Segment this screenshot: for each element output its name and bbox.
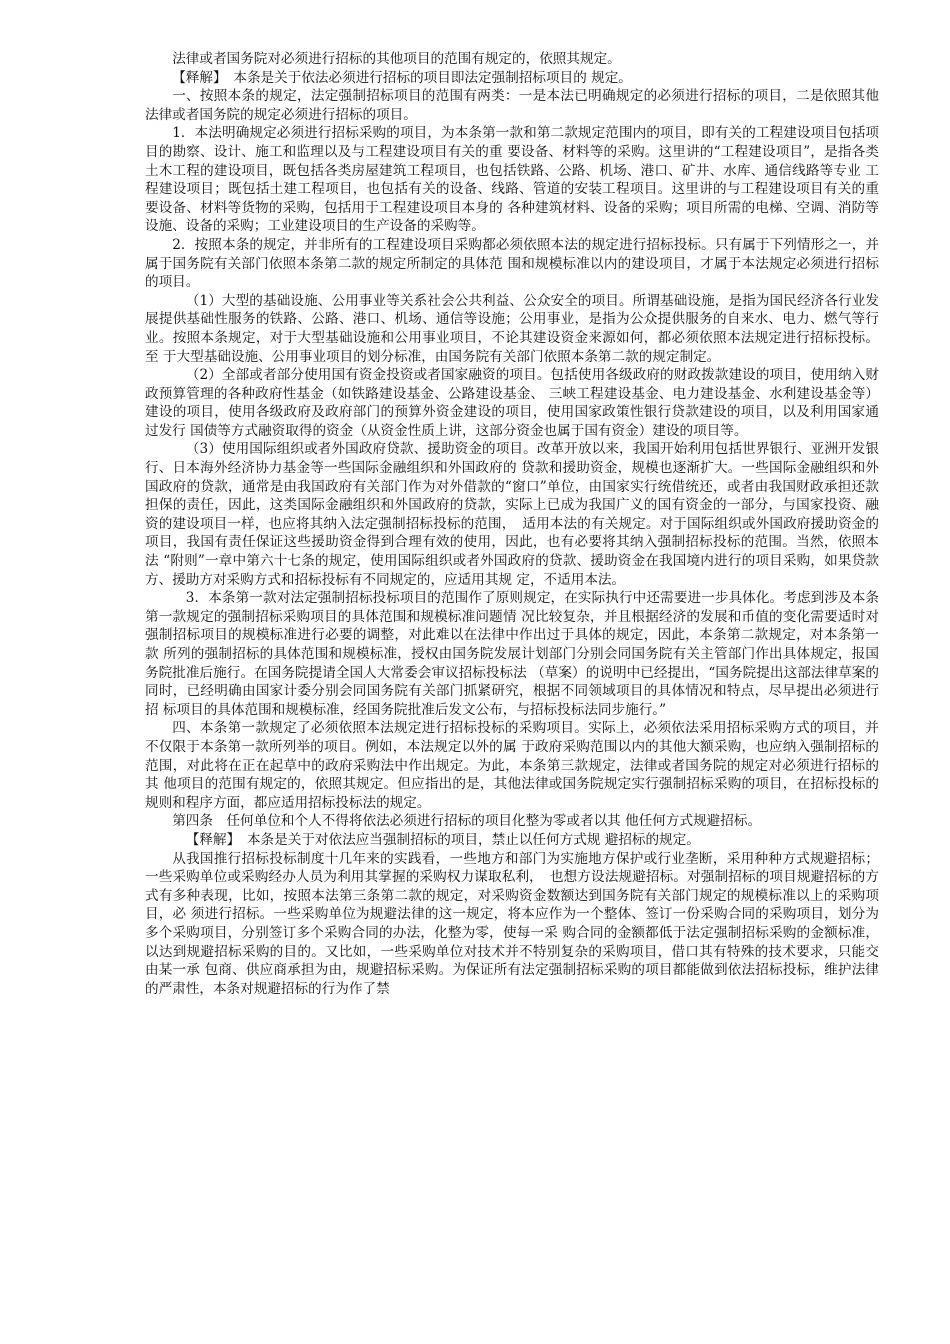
paragraph: 从我国推行招标投标制度十几年来的实践看，一些地方和部门为实施地方保护或行业垄断，采用种种方式规避招标；一些采购单位或采购经办人员为利用其掌握的采购权力谋取私利， 也想方设法规避招标。对强制招标的项目规避招标的方式有多种表现，比如，按照本法第三条第二款的规定，对采购资金数额达到国务院有关部门规定的规模标准以上的采购项目，必 须进行招标。一些采购单位为规避法律的这一规定，将本应作为一个整体、签订一份采购合同的采购项目，划分为多个采购项目，分别签订多个采购合同的办法，化整为零，使每一采 购合同的金额都低于法定强制招标采购的金额标准，以达到规避招标采购的目的。又比如，一些采购单位对技术并不特别复杂的采购项目，借口其有特殊的技术要求，只能交由某一承 包商、供应商承担为由，规避招标采购。为保证所有法定强制招标采购的项目都能做到依法招标投标，维护法律的严肃性，本条对规避招标的行为作了禁 bbox=[145, 850, 879, 997]
paragraph: 四、本条第一款规定了必须依照本法规定进行招标投标的采购项目。实际上，必须依法采用招标采购方式的项目，并不仅限于本条第一款所列举的项目。例如，本法规定以外的属 于政府采购范围以内的其他大额采购，也应纳入强制招标的范围，对此将在正在起草中的政府采购法中作出规定。为此，本条第三款规定，法律或者国务院的规定对必须进行招标的其 他项目的范围有规定的，依照其规定。但应指出的是，其他法律或国务院规定实行强制招标采购的项目，在招标投标的规则和程序方面，都应适用招标投标法的规定。 bbox=[145, 720, 879, 811]
paragraph: 一、按照本条的规定，法定强制招标项目的范围有两类：一是本法已明确规定的必须进行招标的项目，二是依照其他法律或者国务院的规定必须进行招标的项目。 bbox=[145, 88, 879, 123]
paragraph: 1．本法明确规定必须进行招标采购的项目，为本条第一款和第二款规定范围内的项目，即有关的工程建设项目包括项目的勘察、设计、施工和监理以及与工程建设项目有关的重 要设备、材料等的采购。这里讲的“工程建设项目”，是指各类土木工程的建设项目，既包括各类房屋建筑工程项目，也包括铁路、公路、机场、港口、矿井、水库、通信线路等专业 工程建设项目；既包括土建工程项目，也包括有关的设备、线路、管道的安装工程项目。这里讲的与工程建设项目有关的重要设备、材料等货物的采购，包括用于工程建设项目本身的 各种建筑材料、设备的采购；项目所需的电梯、空调、消防等设施、设备的采购；工业建设项目的生产设备的采购等。 bbox=[145, 125, 879, 235]
paragraph: （3）使用国际组织或者外国政府贷款、援助资金的项目。改革开放以来，我国开始利用包括世界银行、亚洲开发银行、日本海外经济协力基金等一些国际金融组织和外国政府的 贷款和援助资金，规模也逐渐扩大。一些国际金融组织和外国政府的贷款，通常是由我国政府有关部门作为对外借款的“窗口”单位，由国家实行统借统还，或者由我国财政承担还款 担保的责任，因此，这类国际金融组织和外国政府的贷款，实际上已成为我国广义的国有资金的一部分，与国家投资、融资的建设项目一样，也应将其纳入法定强制招标投标的范围， 适用本法的有关规定。对于国际组织或外国政府援助资金的项目，我国有责任保证这些援助资金得到合理有效的使用，因此，也有必要将其纳入强制招标投标的范围。当然，依照本法 “附则”一章中第六十七条的规定，使用国际组织或者外国政府的贷款、援助资金在我国境内进行的项目采购，如果贷款方、援助方对采购方式和招标投标有不同规定的，应适用其规 定，不适用本法。 bbox=[145, 441, 879, 588]
paragraph: 2．按照本条的规定，并非所有的工程建设项目采购都必须依照本法的规定进行招标投标。只有属于下列情形之一，并属于国务院有关部门依照本条第二款的规定所制定的具体范 围和规模标准以内的建设项目，才属于本法规定必须进行招标的项目。 bbox=[145, 236, 879, 291]
paragraph: 法律或者国务院对必须进行招标的其他项目的范围有规定的，依照其规定。 bbox=[172, 51, 621, 67]
article-heading: 第四条 任何单位和个人不得将依法必须进行招标的项目化整为零或者以其 他任何方式规避招标。 bbox=[172, 813, 762, 830]
paragraph: 3．本条第一款对法定强制招标投标项目的范围作了原则规定，在实际执行中还需要进一步具体化。考虑到涉及本条第一款规定的强制招标采购项目的具体范围和规模标准问题情 况比较复杂，并且根据经济的发展和币值的变化需要适时对强制招标项目的规模标准进行必要的调整，对此难以在法律中作出过于具体的规定，因此，本条第二款规定，对本条第一款 所列的强制招标的具体范围和规模标准，授权由国务院发展计划部门分别会同国务院有关主管部门作出具体规定，报国务院批准后施行。在国务院提请全国人大常委会审议招标投标法 （草案）的说明中已经提出，“国务院提出这部法律草案的同时，已经明确由国家计委分别会同国务院有关部门抓紧研究，根据不同领域项目的具体情况和特点，尽早提出必须进行招 标项目的具体范围和规模标准，经国务院批准后发文公布，与招标投标法同步施行。” bbox=[145, 590, 879, 718]
paragraph: 【释解】 本条是关于依法必须进行招标的项目即法定强制招标项目的 规定。 bbox=[172, 69, 632, 86]
paragraph: （2）全部或者部分使用国有资金投资或者国家融资的项目。包括使用各级政府的财政拨款建设的项目，使用纳入财政预算管理的各种政府性基金（如铁路建设基金、公路建设基金、 三峡工程建设基金、电力建设基金、水利建设基金等）建设的项目，使用各级政府及政府部门的预算外资金建设的项目，使用国家政策性银行贷款建设的项目，以及利用国家通过发行 国债等方式融资取得的资金（从资金性质上讲，这部分资金也属于国有资金）建设的项目等。 bbox=[145, 367, 879, 439]
document-body bbox=[145, 50, 879, 998]
paragraph: （1）大型的基础设施、公用事业等关系社会公共利益、公众安全的项目。所谓基础设施，是指为国民经济各行业发展提供基础性服务的铁路、公路、港口、机场、通信等设施；公用事业，是指为公众提供服务的自来水、电力、燃气等行业。按照本条规定，对于大型基础设施和公用事业项目，不论其建设资金来源如何，都必须依照本法规定进行招标投标。至 于大型基础设施、公用事业项目的划分标准，由国务院有关部门依照本条第二款的规定制定。 bbox=[145, 292, 879, 365]
paragraph: 【释解】 本条是关于对依法应当强制招标的项目，禁止以任何方式规 避招标的规定。 bbox=[185, 831, 700, 848]
